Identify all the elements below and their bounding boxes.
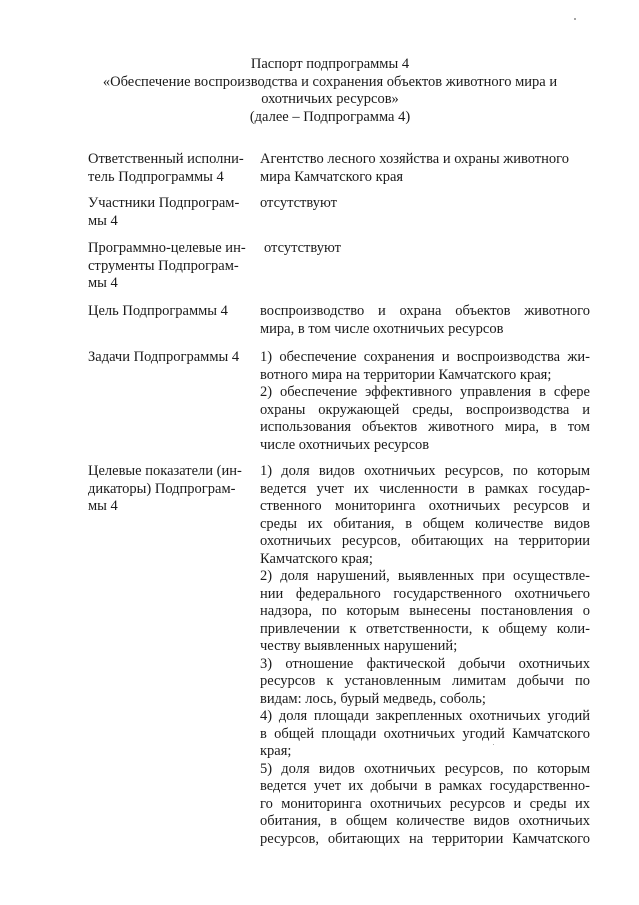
value-line: края; xyxy=(260,743,292,759)
label-line: Ответственный исполни- xyxy=(88,151,244,167)
value-line: отсутствуют xyxy=(260,195,337,211)
label-line: Программно-целевые ин- xyxy=(88,240,246,256)
value-line: нии федерального государственного охотничьего xyxy=(260,585,590,602)
value-line: 4) доля площади закрепленных охотничьих угодий xyxy=(260,708,590,724)
value-line: охраны окружающей среды, воспроизводства и xyxy=(260,401,590,418)
row-value xyxy=(264,240,594,258)
value-line: обитания, в общем количестве видов охотничьих xyxy=(260,813,590,829)
value-line: 2) обеспечение эффективного управления в сфере xyxy=(260,384,590,400)
value-line: Камчатского края; xyxy=(260,550,373,567)
title-line-1: Паспорт подпрограммы 4 xyxy=(250,56,410,72)
label-line: тель Подпрограммы 4 xyxy=(88,168,224,185)
value-line: 1) доля видов охотничьих ресурсов, по которым xyxy=(260,463,590,479)
value-line: видам: лось, бурый медведь, соболь; xyxy=(260,690,486,707)
value-line: 2) доля нарушений, выявленных при осуществле- xyxy=(260,568,590,584)
value-line: 3) отношение фактической добычи охотничьих xyxy=(260,655,590,672)
value-line: ственного мониторинга охотничьих ресурсов и xyxy=(260,498,590,514)
value-line: честву выявленных нарушений; xyxy=(260,638,458,654)
row-value xyxy=(260,463,590,848)
value-line: го мониторинга охотничьих ресурсов и среды их xyxy=(260,795,590,812)
label-line: Участники Подпрограм- xyxy=(88,195,240,211)
label-line: мы 4 xyxy=(88,498,118,514)
value-line: использования объектов животного мира, в том xyxy=(260,419,590,435)
value-line: ресурсов, обитающих на территории Камчатского xyxy=(260,830,590,847)
row-label xyxy=(88,303,248,321)
label-line: мы 4 xyxy=(88,212,118,229)
value-line: надзора, по которым вынесены постановления о xyxy=(260,603,590,619)
scan-speck xyxy=(493,744,494,745)
value-line: ведется учет их добычи в рамках государственно- xyxy=(260,778,590,794)
label-line: струменты Подпрограм- xyxy=(88,257,239,274)
label-line: мы 4 xyxy=(88,275,118,291)
value-line: мира, в том числе охотничьих ресурсов xyxy=(260,320,504,337)
value-line: охотничьих ресурсов, обитающих на территории xyxy=(260,533,590,549)
row-label xyxy=(88,349,248,367)
title-line-4: (далее – Подпрограмма 4) xyxy=(249,108,411,125)
title-line-3: охотничьих ресурсов» xyxy=(261,91,399,107)
value-line: 5) доля видов охотничьих ресурсов, по которым xyxy=(260,760,590,777)
title-line-2: «Обеспечение воспроизводства и сохранения объектов животного мира и xyxy=(102,73,558,90)
value-line: числе охотничьих ресурсов xyxy=(260,436,430,453)
value-line: мира Камчатского края xyxy=(260,168,404,185)
row-label xyxy=(88,195,248,230)
value-line: в общей площади охотничьих угодий Камчатского xyxy=(260,725,590,742)
scan-speck xyxy=(574,18,576,20)
value-line: вотного мира на территории Камчатского края; xyxy=(260,366,552,383)
row-label xyxy=(88,240,248,293)
value-line: 1) обеспечение сохранения и воспроизводства жи- xyxy=(260,349,590,365)
row-value xyxy=(260,195,590,213)
value-line: привлечении к ответственности, к общему коли- xyxy=(260,620,590,637)
label-line: Задачи Подпрограммы 4 xyxy=(88,349,240,365)
value-line: Агентство лесного хозяйства и охраны животного xyxy=(260,151,569,167)
passport-title xyxy=(80,56,580,126)
value-line: отсутствуют xyxy=(264,240,341,256)
value-line: среды их обитания, в общем количестве видов xyxy=(260,515,590,532)
label-line: Цель Подпрограммы 4 xyxy=(88,303,228,319)
row-value xyxy=(260,303,590,338)
row-value xyxy=(260,349,590,454)
label-line: Целевые показатели (ин- xyxy=(88,463,242,479)
row-label xyxy=(88,463,248,516)
value-line: ресурсов к установленным лимитам добычи по xyxy=(260,673,590,689)
label-line: дикаторы) Подпрограм- xyxy=(88,480,236,497)
row-value xyxy=(260,151,590,186)
row-label xyxy=(88,151,248,186)
value-line: ведется учет их численности в рамках государ- xyxy=(260,480,590,497)
value-line: воспроизводство и охрана объектов животного xyxy=(260,303,590,319)
